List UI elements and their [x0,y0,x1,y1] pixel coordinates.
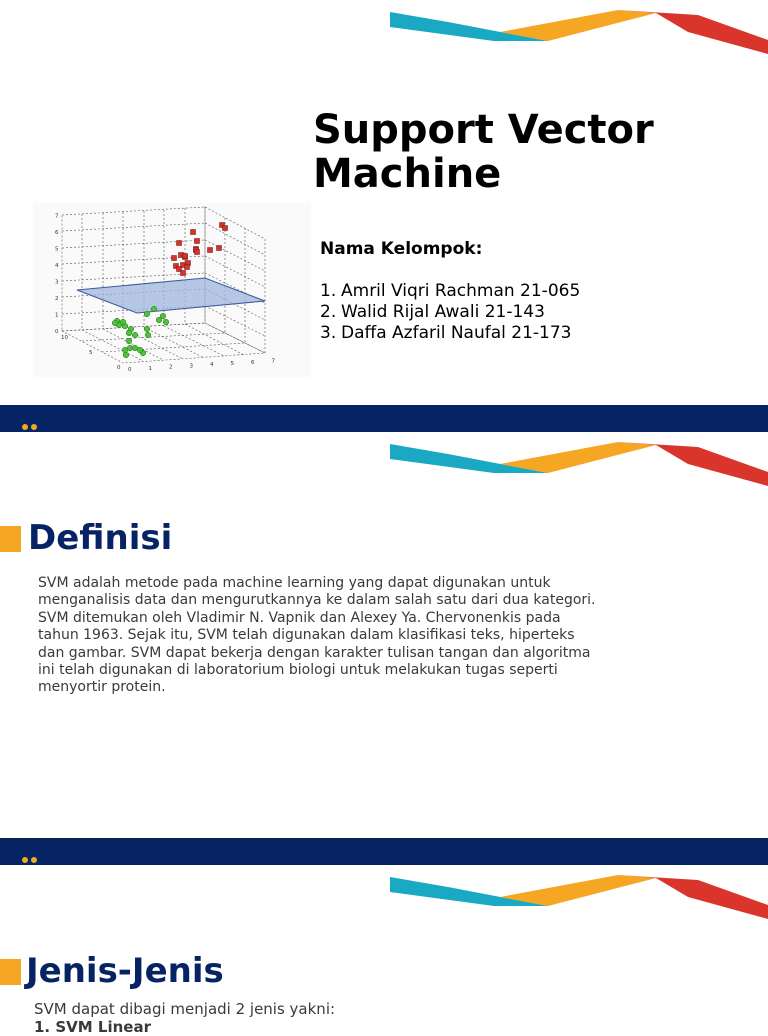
title-slide [0,0,768,405]
dot-icon [22,424,28,430]
class-b-point [145,332,151,338]
axis-tick-label: 5 [89,350,93,356]
class-a-point [183,254,188,259]
class-b-point [132,332,138,338]
types-slide [0,865,768,1036]
class-a-point [191,230,196,235]
class-a-point [217,246,222,251]
class-a-point [172,256,177,261]
axis-tick-label: 0 [55,329,59,335]
axis-tick-label: 5 [230,361,234,367]
class-b-point [126,330,132,336]
axis-tick-label: 7 [271,358,275,365]
class-b-point [151,306,157,312]
axis-tick-label: 3 [55,279,59,286]
class-b-point [120,319,126,325]
class-a-point [223,226,228,231]
class-b-point [163,319,169,325]
axis-tick-label: 3 [189,363,193,370]
dot-icon [22,857,28,863]
slide-divider [0,838,768,865]
dot-icon [31,857,37,863]
member-list [320,281,580,344]
definition-slide [0,432,768,838]
types-list-item: 1. SVM Linear [34,1018,151,1036]
axis-tick-label: 6 [55,230,59,236]
axis-tick-label: 1 [148,365,152,372]
class-b-point [144,326,150,332]
class-b-point [123,352,129,358]
axis-tick-label: 5 [55,246,59,253]
title-line-2: Machine [313,151,502,197]
section-heading: Jenis-Jenis [26,951,224,991]
axis-tick-label: 4 [210,362,214,369]
class-b-point [144,311,150,317]
title-line-1: Support Vector [313,107,654,153]
types-intro: SVM dapat dibagi menjadi 2 jenis yakni: [34,1000,336,1018]
presentation-title [313,108,654,196]
class-b-point [112,320,118,326]
axis-tick-label: 2 [55,296,59,302]
class-b-point [137,347,143,353]
member-item: 2. Walid Rijal Awali 21-143 [320,302,545,322]
svm-3d-plot-image [33,203,311,377]
decorative-ribbon [388,10,768,56]
member-item: 3. Daffa Azfaril Naufal 21-173 [320,323,572,343]
class-b-point [156,317,162,323]
axis-tick-label: 7 [55,213,59,220]
class-a-point [177,241,182,246]
axis-tick-label: 4 [55,263,59,269]
class-b-point [126,338,132,344]
axis-tick-label: 0 [117,365,121,371]
class-a-point [195,239,200,244]
decorative-ribbon [388,875,768,921]
heading-accent [0,959,21,985]
slide-divider [0,405,768,432]
axis-tick-label: 6 [251,359,255,366]
axis-tick-label: 2 [169,364,173,371]
class-a-point [181,271,186,276]
class-a-point [195,250,200,255]
group-label: Nama Kelompok: [320,239,483,259]
class-a-point [185,265,190,270]
member-item: 1. Amril Viqri Rachman 21-065 [320,281,581,301]
heading-accent [0,526,21,552]
dot-icon [31,424,37,430]
axis-tick-label: 1 [55,312,59,319]
axis-tick-label: 0 [128,367,132,373]
axis-tick-label: 10 [61,335,68,341]
section-heading: Definisi [28,518,173,558]
definition-paragraph: SVM adalah metode pada machine learning yang dapat digunakan untuk menganalisis data dan mengurutkannya ke dalam salah satu dari dua kategori. SVM ditemukan oleh Vladimir N. Vapnik dan Alexey Ya. Chervonenkis pada tahun 1963. Sejak itu, SVM telah digunakan dalam klasifikasi teks, hiperteks dan gambar. SVM dapat bekerja dengan karakter tulisan tangan dan algoritma ini telah digunakan di laboratorium biologi untuk melakukan tugas seperti menyortir protein. [38,575,596,696]
decorative-ribbon [388,442,768,488]
class-a-point [208,248,213,253]
